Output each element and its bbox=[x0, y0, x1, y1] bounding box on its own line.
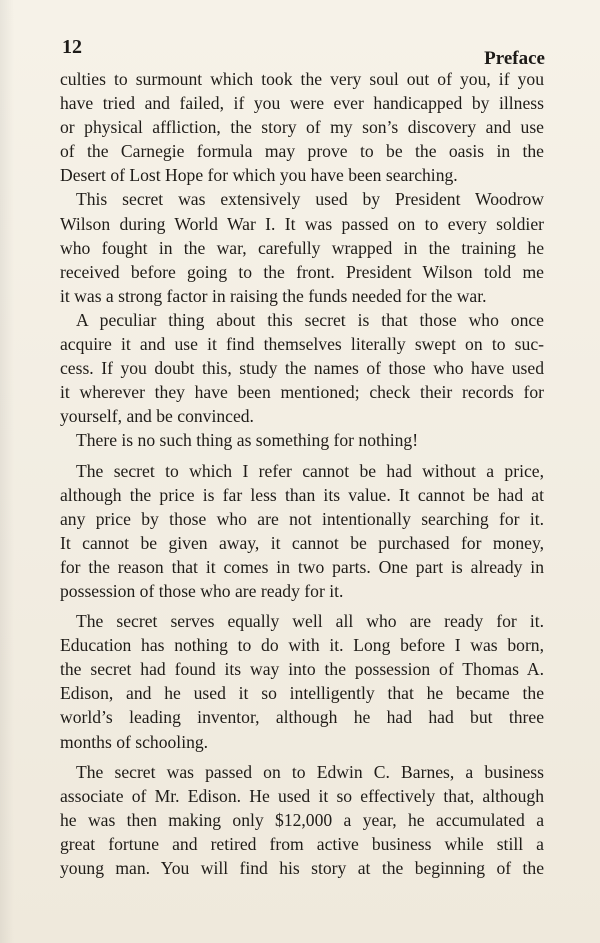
text-line: he was then making only $12,000 a year, he accumulated a bbox=[60, 809, 544, 830]
text-line: of the Carnegie formula may prove to be the oasis in the bbox=[60, 141, 544, 162]
text-line: A peculiar thing about this secret is that those who once bbox=[76, 309, 544, 330]
text-line: it wherever they have been mentioned; check their records for bbox=[60, 382, 544, 403]
text-line: It cannot be given away, it cannot be purchased for money, bbox=[60, 532, 544, 553]
body-text bbox=[60, 67, 544, 880]
text-line: although the price is far less than its value. It cannot be had at bbox=[60, 484, 544, 505]
text-line: The secret was passed on to Edwin C. Barnes, a business bbox=[76, 761, 544, 782]
paragraph bbox=[60, 428, 544, 452]
text-line: or physical affliction, the story of my son’s discovery and use bbox=[60, 117, 544, 138]
text-line: cess. If you doubt this, study the names of those who have used bbox=[60, 358, 544, 379]
text-line: The secret serves equally well all who are ready for it. bbox=[76, 611, 544, 632]
text-line: possession of those who are ready for it. bbox=[60, 580, 344, 601]
text-line: Edison, and he used it so intelligently that he became the bbox=[60, 683, 544, 704]
text-line: culties to surmount which took the very soul out of you, if you bbox=[60, 69, 544, 89]
text-line: There is no such thing as something for nothing! bbox=[76, 430, 419, 451]
text-line: it was a strong factor in raising the funds needed for the war. bbox=[60, 285, 487, 306]
text-line: the secret had found its way into the possession of Thomas A. bbox=[60, 659, 544, 680]
text-line: world’s leading inventor, although he had had but three bbox=[60, 707, 544, 728]
running-head: Preface bbox=[484, 48, 545, 69]
paragraph bbox=[60, 609, 544, 754]
paragraph bbox=[60, 187, 544, 307]
text-line: The secret to which I refer cannot be had without a price, bbox=[76, 460, 544, 481]
paragraph bbox=[60, 67, 544, 187]
text-line: who fought in the war, carefully wrapped in the training he bbox=[60, 237, 544, 258]
text-line: received before going to the front. President Wilson told me bbox=[60, 261, 544, 282]
text-line: months of schooling. bbox=[60, 731, 209, 752]
text-line: Desert of Lost Hope for which you have been searching. bbox=[60, 165, 458, 186]
page-gutter-shadow bbox=[0, 0, 14, 943]
text-line: Wilson during World War I. It was passed on to every soldier bbox=[60, 213, 544, 234]
text-line: any price by those who are not intentionally searching for it. bbox=[60, 508, 544, 529]
text-line: acquire it and use it find themselves literally swept on to suc- bbox=[60, 334, 544, 355]
text-line: have tried and failed, if you were ever handicapped by illness bbox=[60, 93, 544, 114]
text-line: This secret was extensively used by President Woodrow bbox=[76, 189, 544, 210]
paragraph bbox=[60, 760, 544, 880]
page-number: 12 bbox=[62, 36, 82, 58]
text-line: young man. You will find his story at the beginning of the bbox=[60, 858, 544, 878]
text-line: yourself, and be convinced. bbox=[60, 406, 254, 427]
text-line: for the reason that it comes in two parts. One part is already in bbox=[60, 556, 544, 577]
text-line: Education has nothing to do with it. Long before I was born, bbox=[60, 635, 544, 656]
paragraph bbox=[60, 308, 544, 428]
text-line: associate of Mr. Edison. He used it so effectively that, although bbox=[60, 785, 544, 806]
text-line: great fortune and retired from active business while still a bbox=[60, 833, 544, 854]
paragraph bbox=[60, 459, 544, 604]
